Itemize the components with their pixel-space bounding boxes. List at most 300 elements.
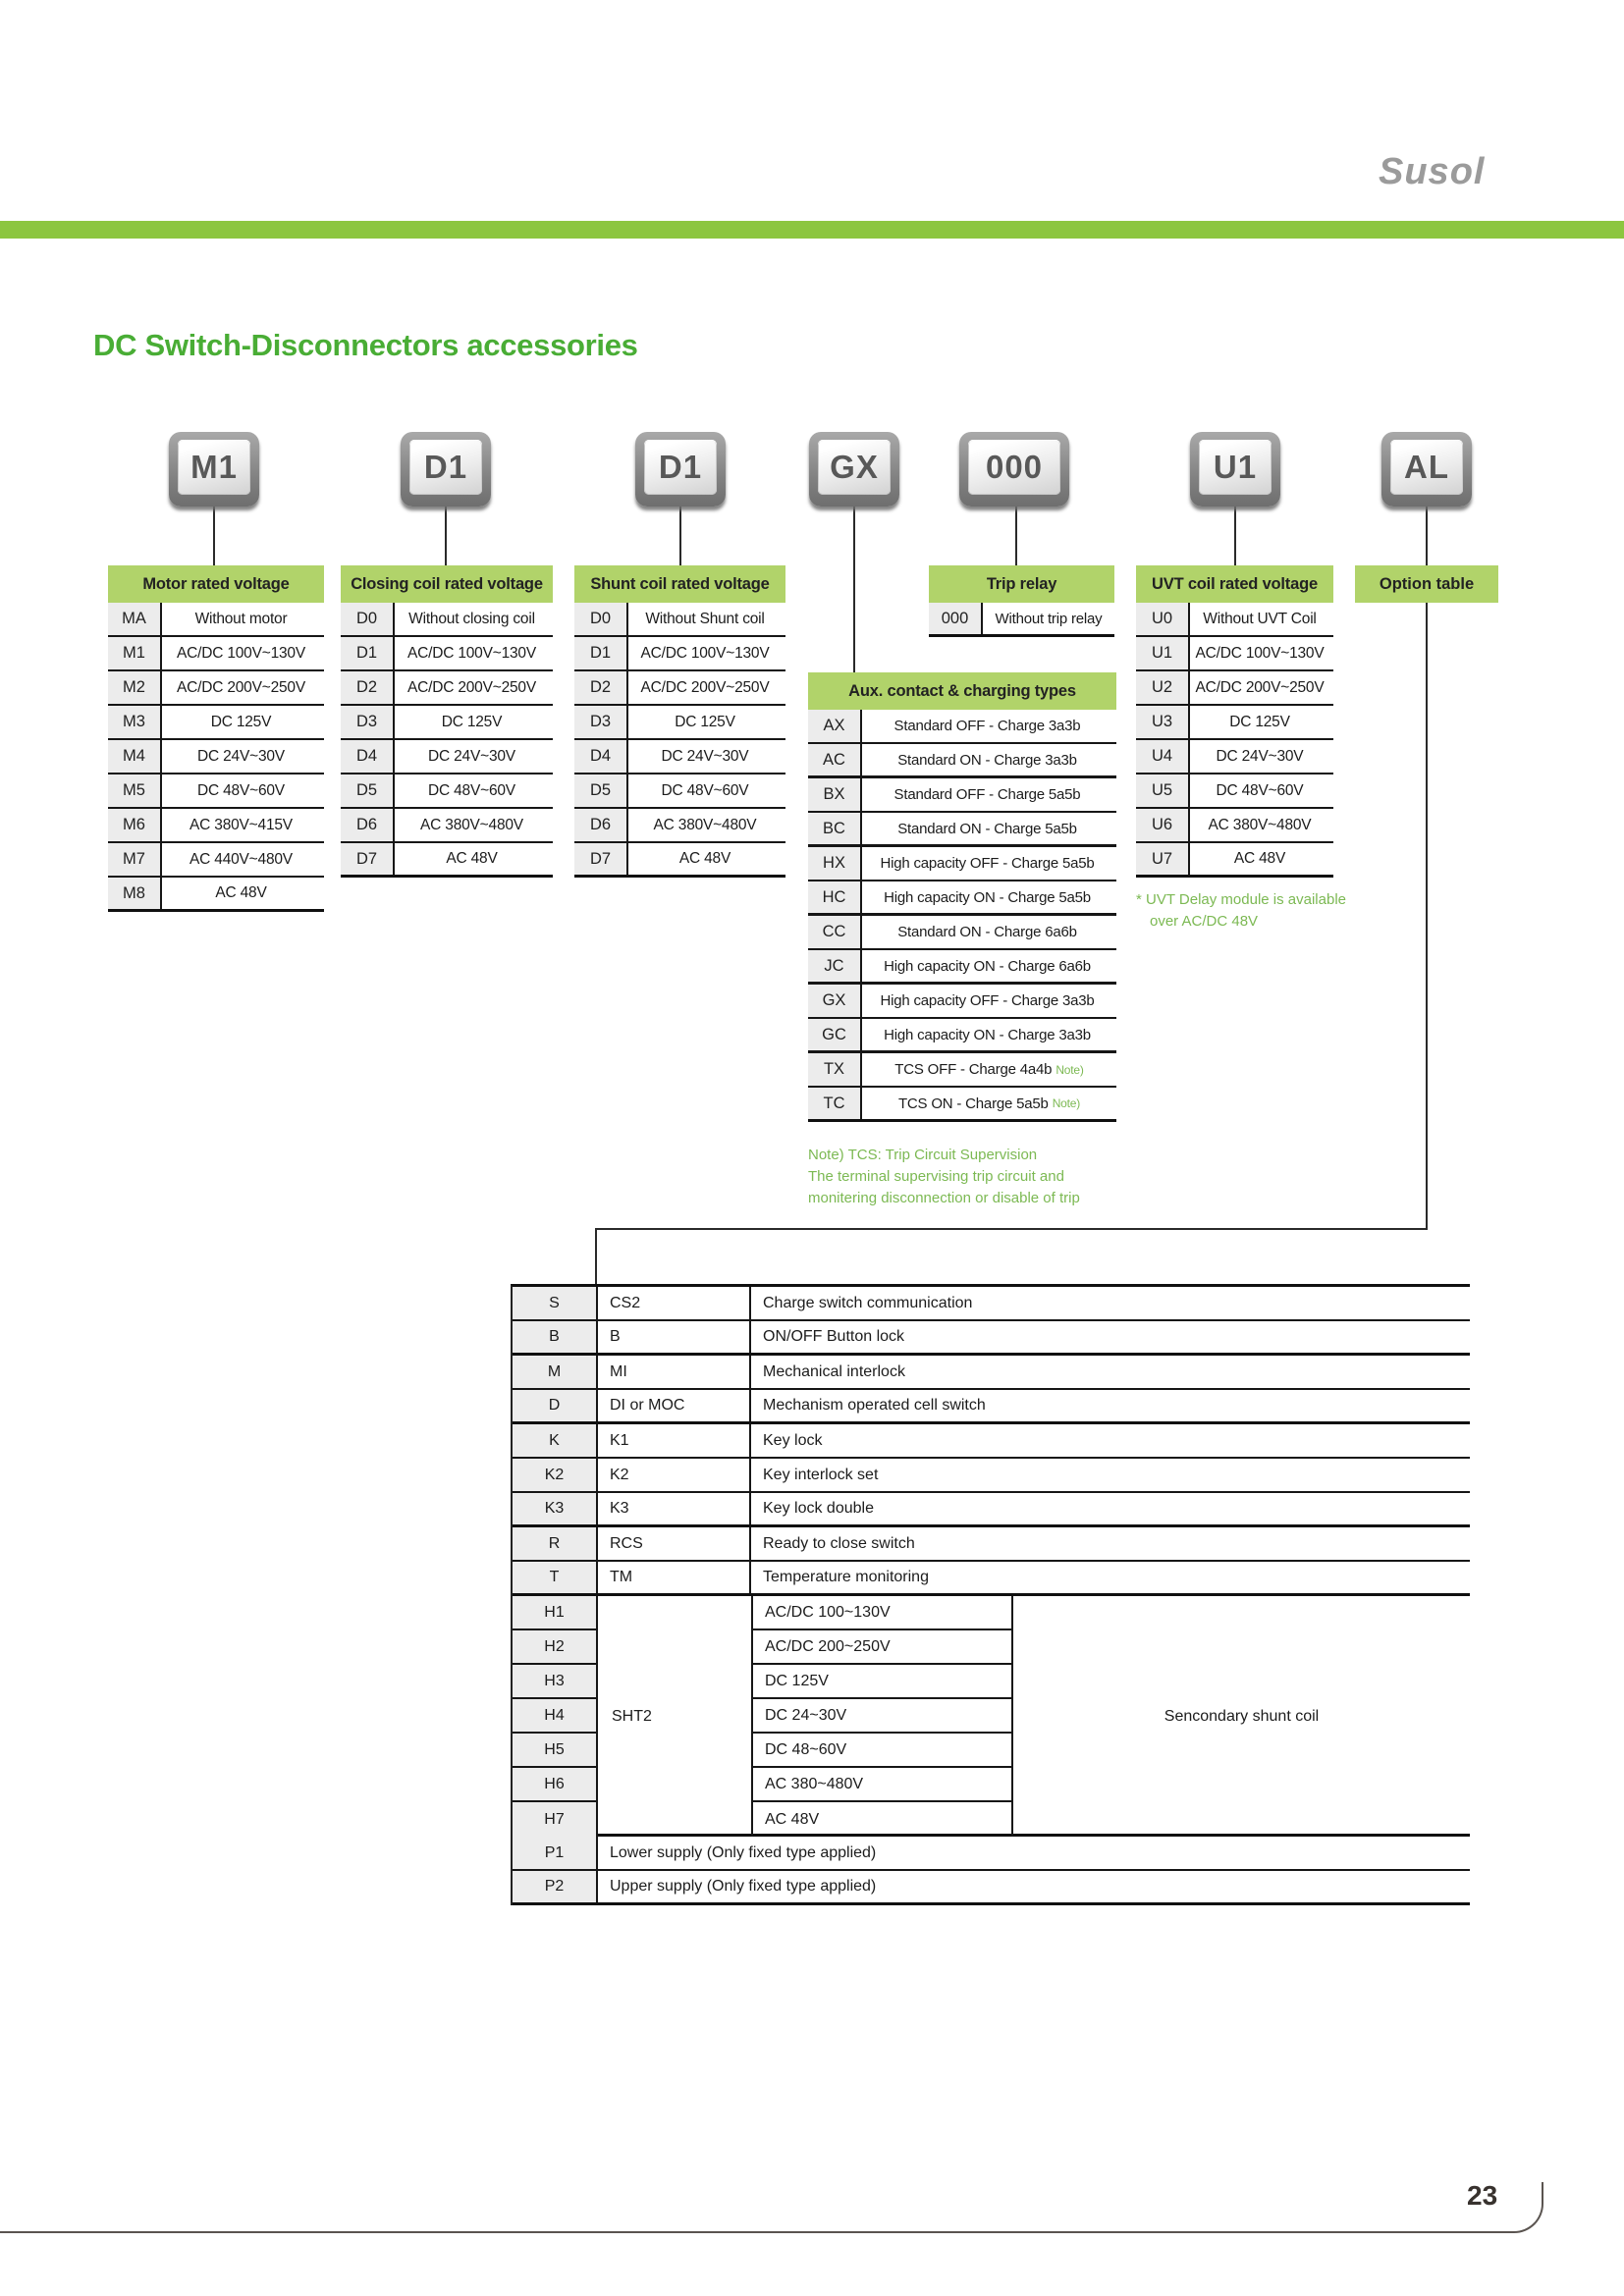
value-cell <box>862 1053 1116 1086</box>
option-row <box>513 1390 1470 1424</box>
option-label-cell: RCS <box>598 1527 751 1560</box>
connector-line <box>1426 505 1428 565</box>
value-cell <box>395 809 553 841</box>
value-text: AC 48V <box>215 884 267 901</box>
table-row <box>341 637 553 671</box>
value-text: AC 48V <box>1233 850 1286 867</box>
value-text: AC/DC 200V~250V <box>177 678 305 696</box>
sht2-merged-cell: SHT2 <box>600 1596 753 1837</box>
badge-face <box>644 440 717 495</box>
option-row <box>513 1493 1470 1527</box>
option-row <box>513 1459 1470 1493</box>
code-cell: D1 <box>341 637 395 669</box>
value-cell <box>1190 809 1333 841</box>
value-text: AC 48V <box>446 850 498 867</box>
value-text: TCS OFF - Charge 4a4b <box>894 1061 1053 1078</box>
table-body <box>341 603 553 878</box>
value-text: DC 48V~60V <box>428 781 515 799</box>
note-line: * UVT Delay module is available <box>1136 891 1346 908</box>
option-desc-cell: Upper supply (Only fixed type applied) <box>610 1878 877 1895</box>
value-text: DC 48V~60V <box>197 781 285 799</box>
value-text: DC 125V <box>441 713 503 730</box>
code-cell: BX <box>808 778 862 811</box>
value-text: AC 380V~415V <box>189 816 293 833</box>
tcs-note <box>808 1145 1080 1209</box>
value-cell <box>162 878 324 909</box>
code-cell: M3 <box>108 706 162 738</box>
option-desc-cell: Lower supply (Only fixed type applied) <box>610 1843 877 1861</box>
value-text: AC 380V~480V <box>420 816 523 833</box>
code-cell: GC <box>808 1019 862 1050</box>
option-code-cell: K <box>513 1424 598 1457</box>
code-cell: M4 <box>108 740 162 773</box>
code-cell: D4 <box>341 740 395 773</box>
option-desc-cell: Key interlock set <box>763 1466 879 1483</box>
code-cell: M6 <box>108 809 162 841</box>
value-text: High capacity ON - Charge 3a3b <box>884 1026 1091 1043</box>
value-text: DC 125V <box>210 713 272 730</box>
value-cell <box>1190 843 1333 875</box>
table-row <box>108 843 324 878</box>
voltage-cell: AC/DC 100~130V <box>753 1596 1011 1630</box>
code-cell: D1 <box>574 637 628 669</box>
option-row <box>513 1562 1470 1596</box>
table-row <box>1136 637 1333 671</box>
table-body <box>108 603 324 912</box>
table-row <box>1136 740 1333 774</box>
value-cell <box>862 1088 1116 1119</box>
badge-face <box>1199 440 1272 495</box>
value-text: Without UVT Coil <box>1203 610 1317 627</box>
note-line: over AC/DC 48V <box>1150 913 1259 930</box>
connector-line <box>1426 603 1428 1230</box>
trip-relay-table <box>929 565 1114 637</box>
table-row <box>108 809 324 843</box>
code-cell: JC <box>808 950 862 982</box>
option-row <box>513 1321 1470 1356</box>
option-code-cell: P2 <box>513 1871 598 1902</box>
value-cell <box>628 706 785 738</box>
option-desc-cell: Charge switch communication <box>763 1294 973 1311</box>
code-cell: U6 <box>1136 809 1190 841</box>
option-code-cell: H6 <box>513 1768 596 1802</box>
table-header: Aux. contact & charging types <box>808 672 1116 710</box>
value-text: AC/DC 200V~250V <box>640 678 770 696</box>
table-row <box>808 1053 1116 1088</box>
value-cell <box>862 881 1116 913</box>
code-cell: AC <box>808 744 862 775</box>
table-row <box>341 809 553 843</box>
code-cell: D6 <box>341 809 395 841</box>
code-cell: AX <box>808 710 862 742</box>
value-text: DC 24V~30V <box>1216 747 1304 765</box>
badge-label: AL <box>1404 449 1449 485</box>
value-text: AC/DC 200V~250V <box>1195 678 1325 696</box>
value-cell <box>395 603 553 635</box>
table-row <box>808 710 1116 744</box>
value-cell <box>628 671 785 704</box>
table-row <box>574 637 785 671</box>
code-cell: D7 <box>574 843 628 875</box>
option-row <box>513 1527 1470 1562</box>
table-row <box>808 1088 1116 1122</box>
uvt-coil-rated-voltage-table <box>1136 565 1333 878</box>
option-label-cell: B <box>598 1321 751 1353</box>
table-row <box>1136 706 1333 740</box>
table-row <box>108 637 324 671</box>
connector-line <box>1234 505 1236 565</box>
table-row <box>1136 809 1333 843</box>
value-cell <box>1190 740 1333 773</box>
code-cell: M1 <box>108 637 162 669</box>
value-text: AC 440V~480V <box>189 850 293 868</box>
table-row <box>574 671 785 706</box>
code-badge-motor <box>169 432 259 507</box>
option-label-cell: MI <box>598 1356 751 1388</box>
table-row <box>108 603 324 637</box>
option-code-cell: H1 <box>513 1596 596 1630</box>
value-cell <box>395 706 553 738</box>
motor-rated-voltage-table <box>108 565 324 912</box>
table-header: UVT coil rated voltage <box>1136 565 1333 603</box>
voltage-cell: DC 125V <box>753 1665 1011 1699</box>
option-row <box>513 1287 1470 1321</box>
table-row <box>574 740 785 774</box>
voltage-cell: AC/DC 200~250V <box>753 1630 1011 1665</box>
secondary-shunt-coil-cell: Sencondary shunt coil <box>1164 1707 1320 1725</box>
table-row <box>1136 774 1333 809</box>
option-desc-cell: ON/OFF Button lock <box>763 1328 905 1345</box>
option-table-header: Option table <box>1355 565 1498 603</box>
option-row <box>513 1871 1470 1905</box>
option-label-cell: DI or MOC <box>598 1390 751 1421</box>
table-row <box>808 985 1116 1019</box>
badge-face <box>818 440 891 495</box>
value-text: AC/DC 200V~250V <box>407 678 536 696</box>
value-text: DC 24V~30V <box>197 747 285 765</box>
value-cell <box>395 740 553 773</box>
value-cell <box>1190 637 1333 669</box>
table-row <box>574 774 785 809</box>
option-row <box>513 1837 1470 1871</box>
value-cell <box>862 1019 1116 1050</box>
code-cell: 000 <box>929 603 983 634</box>
value-text: AC/DC 100V~130V <box>177 644 305 662</box>
table-body <box>1136 603 1333 878</box>
value-cell <box>628 843 785 875</box>
voltage-cell: DC 24~30V <box>753 1699 1011 1734</box>
code-cell: M5 <box>108 774 162 807</box>
value-text: Without Shunt coil <box>645 610 765 627</box>
code-cell: HC <box>808 881 862 913</box>
option-sht2-block <box>513 1596 1470 1837</box>
value-text: Standard ON - Charge 6a6b <box>897 924 1077 940</box>
value-cell <box>162 809 324 841</box>
value-text: DC 24V~30V <box>661 747 749 765</box>
value-text: Standard ON - Charge 3a3b <box>897 751 1077 769</box>
value-text: Standard OFF - Charge 5a5b <box>893 786 1081 803</box>
value-text: Without motor <box>194 610 288 627</box>
code-cell: D2 <box>574 671 628 704</box>
table-row <box>574 809 785 843</box>
option-supply-rows <box>513 1837 1470 1905</box>
code-cell: HX <box>808 847 862 880</box>
value-cell <box>162 706 324 738</box>
value-text: DC 125V <box>1229 713 1290 730</box>
value-cell <box>862 813 1116 844</box>
table-row <box>1136 843 1333 878</box>
connector-line <box>595 1228 597 1284</box>
table-row <box>341 706 553 740</box>
table-row <box>929 603 1114 637</box>
badge-face <box>1390 440 1463 495</box>
value-text: AC 380V~480V <box>1208 816 1312 833</box>
option-code-cell: K3 <box>513 1493 598 1524</box>
shunt-coil-rated-voltage-table <box>574 565 785 878</box>
code-cell: D2 <box>341 671 395 704</box>
option-code-cell: H3 <box>513 1665 596 1699</box>
option-label-cell: K3 <box>598 1493 751 1524</box>
value-text: DC 48V~60V <box>661 781 749 799</box>
table-row <box>808 916 1116 950</box>
option-code-cell: H5 <box>513 1734 596 1768</box>
table-body <box>574 603 785 878</box>
code-cell: D4 <box>574 740 628 773</box>
table-row <box>341 671 553 706</box>
table-row <box>808 881 1116 916</box>
code-cell: D3 <box>574 706 628 738</box>
code-cell: U3 <box>1136 706 1190 738</box>
table-row <box>574 843 785 878</box>
code-cell: GX <box>808 985 862 1017</box>
table-row <box>808 847 1116 881</box>
option-code-cell: H4 <box>513 1699 596 1734</box>
table-row <box>108 706 324 740</box>
value-text: AC 48V <box>678 850 731 867</box>
code-cell: U5 <box>1136 774 1190 807</box>
value-text: TCS ON - Charge 5a5b <box>897 1095 1049 1112</box>
value-cell <box>1190 603 1333 635</box>
value-text: AC/DC 100V~130V <box>640 644 770 662</box>
value-cell <box>395 843 553 875</box>
option-desc-cell: Mechanism operated cell switch <box>763 1397 986 1414</box>
value-text: AC 380V~480V <box>653 816 757 833</box>
table-body <box>929 603 1114 637</box>
option-table <box>511 1284 1470 1905</box>
code-cell: M2 <box>108 671 162 704</box>
connector-line <box>853 505 855 672</box>
code-cell: CC <box>808 916 862 948</box>
aux-contact-charging-types-table <box>808 672 1116 1122</box>
table-row <box>341 774 553 809</box>
value-cell <box>162 603 324 635</box>
code-cell: D3 <box>341 706 395 738</box>
code-cell: U0 <box>1136 603 1190 635</box>
connector-line <box>595 1228 1428 1230</box>
value-text: High capacity ON - Charge 6a6b <box>884 957 1091 975</box>
badge-label: M1 <box>190 449 238 485</box>
voltage-cell: DC 48~60V <box>753 1734 1011 1768</box>
option-row <box>513 1356 1470 1390</box>
option-code-cell: B <box>513 1321 598 1353</box>
value-text: Without closing coil <box>408 610 535 627</box>
closing-coil-rated-voltage-table <box>341 565 553 878</box>
badge-face <box>409 440 482 495</box>
option-code-cell: K2 <box>513 1459 598 1491</box>
code-cell: D0 <box>574 603 628 635</box>
value-cell <box>162 843 324 876</box>
code-cell: M7 <box>108 843 162 876</box>
connector-line <box>213 505 215 565</box>
value-cell <box>862 916 1116 948</box>
value-cell <box>1190 774 1333 807</box>
value-text: High capacity OFF - Charge 3a3b <box>880 992 1095 1009</box>
badge-face <box>968 440 1060 495</box>
table-row <box>808 813 1116 847</box>
value-cell <box>162 774 324 807</box>
value-cell <box>395 671 553 704</box>
table-row <box>808 1019 1116 1053</box>
code-badge-option <box>1381 432 1472 507</box>
connector-line <box>445 505 447 565</box>
brand-logo: Susol <box>1379 151 1486 192</box>
code-cell: D7 <box>341 843 395 875</box>
code-badge-shunt-coil <box>635 432 726 507</box>
value-cell <box>395 774 553 807</box>
sht2-code-column <box>513 1596 598 1837</box>
value-cell <box>862 847 1116 880</box>
code-badge-trip-relay <box>959 432 1069 507</box>
value-cell <box>628 809 785 841</box>
top-green-bar <box>0 221 1624 239</box>
badge-label: GX <box>830 449 879 485</box>
value-cell <box>862 710 1116 742</box>
code-cell: D6 <box>574 809 628 841</box>
badge-label: U1 <box>1213 449 1258 485</box>
table-row <box>808 778 1116 813</box>
table-row <box>341 740 553 774</box>
value-cell <box>628 774 785 807</box>
value-cell <box>162 637 324 669</box>
code-cell: TC <box>808 1088 862 1119</box>
option-desc-cell: Key lock double <box>763 1500 874 1517</box>
value-cell <box>862 985 1116 1017</box>
option-simple-rows <box>513 1287 1470 1596</box>
badge-face <box>178 440 250 495</box>
value-cell <box>862 744 1116 775</box>
value-cell <box>162 671 324 704</box>
code-cell: D5 <box>574 774 628 807</box>
footer-rule <box>0 2182 1543 2233</box>
value-cell <box>395 637 553 669</box>
option-desc-cell: Key lock <box>763 1431 823 1449</box>
table-row <box>808 950 1116 985</box>
table-row <box>341 843 553 878</box>
option-desc-cell: Temperature monitoring <box>763 1569 929 1585</box>
badge-label: D1 <box>658 449 703 485</box>
badge-label: 000 <box>985 449 1044 485</box>
option-desc-cell: Ready to close switch <box>763 1534 915 1552</box>
table-body <box>808 710 1116 1122</box>
value-text: High capacity ON - Charge 5a5b <box>884 888 1091 906</box>
note-ref: Note) <box>1052 1096 1081 1110</box>
table-row <box>341 603 553 637</box>
code-cell: U7 <box>1136 843 1190 875</box>
code-cell: U2 <box>1136 671 1190 704</box>
code-cell: MA <box>108 603 162 635</box>
option-label-cell: TM <box>598 1562 751 1593</box>
option-label-cell: K2 <box>598 1459 751 1491</box>
code-badge-uvt-coil <box>1190 432 1280 507</box>
table-row <box>108 671 324 706</box>
badge-label: D1 <box>423 449 468 485</box>
table-header: Shunt coil rated voltage <box>574 565 785 603</box>
option-label-cell: K1 <box>598 1424 751 1457</box>
value-cell <box>628 603 785 635</box>
option-code-cell: T <box>513 1562 598 1593</box>
table-header: Closing coil rated voltage <box>341 565 553 603</box>
code-cell: D5 <box>341 774 395 807</box>
value-text: Standard OFF - Charge 3a3b <box>893 718 1081 734</box>
table-row <box>808 744 1116 778</box>
page-title: DC Switch-Disconnectors accessories <box>93 328 638 362</box>
table-row <box>1136 603 1333 637</box>
voltage-cell: AC 380~480V <box>753 1768 1011 1802</box>
table-header: Motor rated voltage <box>108 565 324 603</box>
option-code-cell: P1 <box>513 1837 598 1869</box>
uvt-delay-note <box>1136 889 1346 933</box>
value-text: Without trip relay <box>995 610 1103 627</box>
table-row <box>574 706 785 740</box>
value-cell <box>862 950 1116 982</box>
option-label-cell: CS2 <box>598 1287 751 1319</box>
value-cell <box>1190 671 1333 704</box>
value-cell <box>162 740 324 773</box>
option-row <box>513 1424 1470 1459</box>
value-cell <box>862 778 1116 811</box>
note-line: The terminal supervising trip circuit and <box>808 1168 1064 1185</box>
note-line: Note) TCS: Trip Circuit Supervision <box>808 1147 1038 1163</box>
code-cell: TX <box>808 1053 862 1086</box>
option-desc-cell: Mechanical interlock <box>763 1362 905 1380</box>
code-cell: U1 <box>1136 637 1190 669</box>
page-number: 23 <box>1467 2180 1498 2211</box>
option-code-cell: M <box>513 1356 598 1388</box>
code-cell: D0 <box>341 603 395 635</box>
code-badge-closing-coil <box>401 432 491 507</box>
value-cell <box>1190 706 1333 738</box>
option-code-cell: R <box>513 1527 598 1560</box>
connector-line <box>679 505 681 565</box>
code-cell: BC <box>808 813 862 844</box>
table-row <box>108 878 324 912</box>
table-row <box>108 774 324 809</box>
sht2-voltage-column <box>753 1596 1013 1837</box>
option-code-cell: S <box>513 1287 598 1319</box>
value-text: AC/DC 100V~130V <box>1195 644 1325 662</box>
code-badge-aux-contact <box>809 432 899 507</box>
option-code-cell: D <box>513 1390 598 1421</box>
code-cell: U4 <box>1136 740 1190 773</box>
value-cell <box>983 603 1114 634</box>
value-text: DC 48V~60V <box>1216 781 1304 799</box>
table-row <box>574 603 785 637</box>
connector-line <box>1015 505 1017 565</box>
value-text: DC 24V~30V <box>428 747 515 765</box>
value-text: Standard ON - Charge 5a5b <box>897 820 1077 837</box>
table-row <box>1136 671 1333 706</box>
value-text: AC/DC 100V~130V <box>407 644 536 662</box>
